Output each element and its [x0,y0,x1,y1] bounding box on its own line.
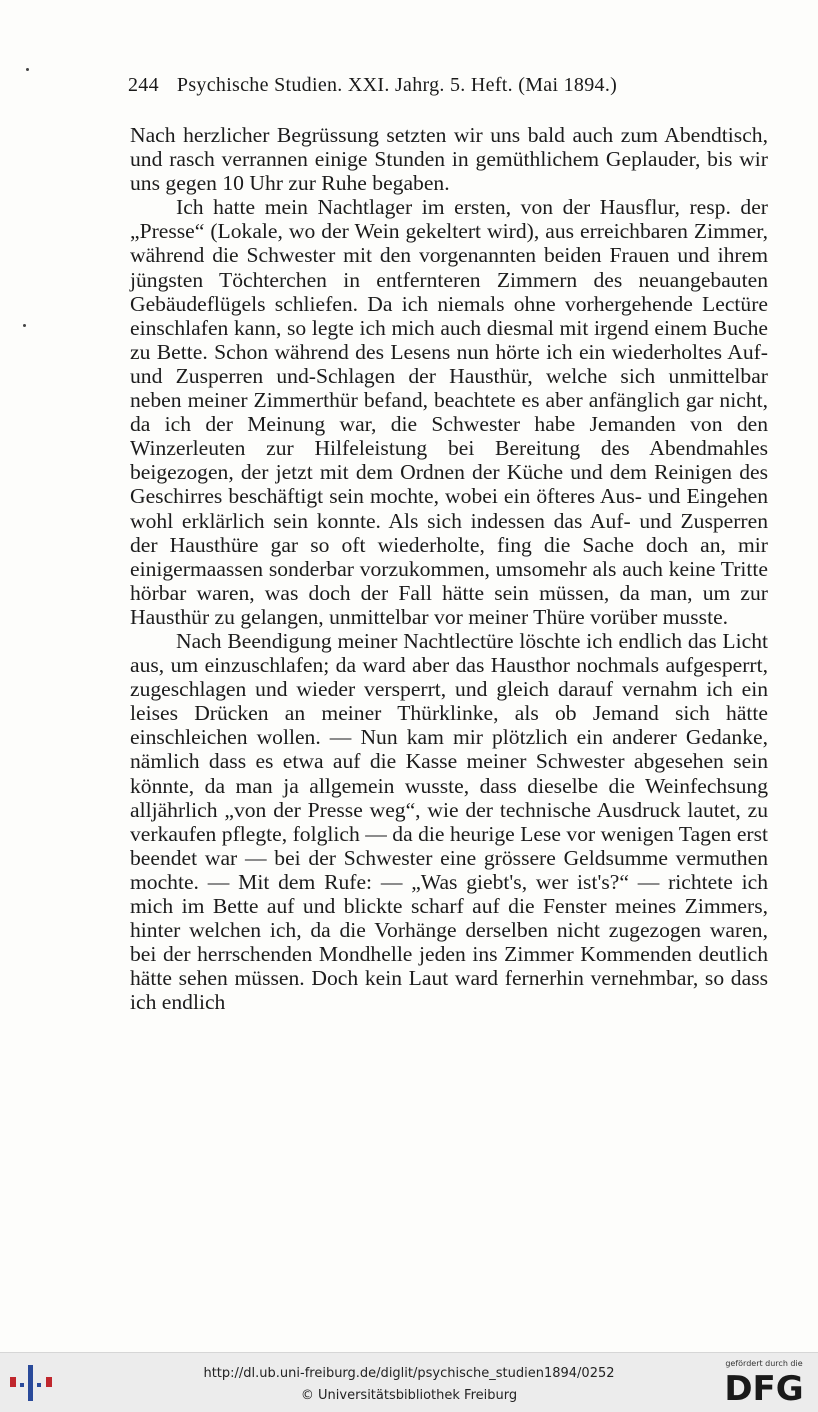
copyright-notice: © Universitätsbibliothek Freiburg [300,1388,518,1403]
paragraph: Nach Beendigung meiner Nachtlectüre löschte ich endlich das Licht aus, um einzuschlafen; da ward aber das Hausthor nochmals aufgesperrt, zugeschlagen und wieder versperrt, und gleich darauf vernahm ich ein leises Drücken an meiner Thürklinke, als ob Jemand sich hätte einschleichen wollen. — Nun kam mir plötzlich ein anderer Gedanke, nämlich dass es etwa auf die Kasse meiner Schwester abgesehen sein könnte, da man ja allgemein wusste, dass dieselbe die Weinfechsung alljährlich „von der Presse weg“, wie der technische Ausdruck lautet, zu verkaufen pflegte, folglich — da die heurige Lese vor wenigen Tagen erst beendet war — bei der Schwester eine grössere Geldsumme vermuthen mochte. — Mit dem Rufe: — „Was giebt's, wer ist's?“ — richtete ich mich im Bette auf und blickte scharf auf die Fenster meines Zimmers, hinter welchen ich, da die Vorhänge derselben nicht zugezogen waren, bei der herrschenden Mondhelle jeden ins Zimmer Kommenden deutlich hätte sehen müssen. Doch kein Laut ward fernerhin vernehmbar, so dass ich endlich [130,628,768,1015]
dfg-logo [718,1359,810,1407]
scan-speck [26,68,29,71]
paragraph: Nach herzlicher Begrüssung setzten wir uns bald auch zum Abendtisch, und rasch verrannen einige Stunden in gemüthlichem Geplauder, bis wir uns gegen 10 Uhr zur Ruhe begaben. [130,123,768,196]
dfg-logo-icon [722,1370,806,1404]
source-url-link[interactable]: http://dl.ub.uni-freiburg.de/diglit/psychische_studien1894/0252 [203,1366,615,1381]
paragraph: Ich hatte mein Nachtlager im ersten, von der Hausflur, resp. der „Presse“ (Lokale, wo der Wein gekeltert wird), aus erreichbaren Zimmer, während die Schwester mit den vorgenannten beiden Frauen und ihrem jüngsten Töchterchen in entfernteren Zimmern des neuangebauten Gebäudeflügels schliefen. Da ich niemals ohne vorhergehende Lectüre einschlafen kann, so legte ich mich auch diesmal mit irgend einem Buche zu Bette. Schon während des Lesens nun hörte ich ein wiederholtes Auf- und Zusperren und-Schlagen der Hausthür, welche sich unmittelbar neben meiner Zimmerthür befand, beachtete es aber anfänglich gar nicht, da ich der Meinung war, die Schwester habe Jemanden von den Winzerleuten zur Hilfeleistung bei Bereitung des Abendmahles beigezogen, der jetzt mit dem Ordnen der Küche und dem Reinigen des Geschirres beschäftigt sein mochte, wobei ein öfteres Aus- und Eingehen wohl erklärlich sein konnte. Als sich indessen das Auf- und Zusperren der Hausthüre gar so oft wiederholte, fing die Sache doch an, mir einigermaassen sonderbar vorzukommen, umsomehr als auch keine Tritte hörbar waren, was doch der Fall hätte sein müssen, da man, um zur Hausthür zu gelangen, unmittelbar vor meiner Thüre vorüber musste. [130,195,768,629]
page-number: 244 [128,74,159,96]
scan-speck [23,324,26,327]
viewer-footer [0,1352,818,1412]
body-text [130,123,768,1014]
dfg-logo-text: DFG [724,1370,804,1404]
dfg-caption: gefördert durch die [725,1359,803,1368]
running-title: Psychische Studien. XXI. Jahrg. 5. Heft. (Mai 1894.) [176,74,618,96]
running-header [128,74,768,97]
